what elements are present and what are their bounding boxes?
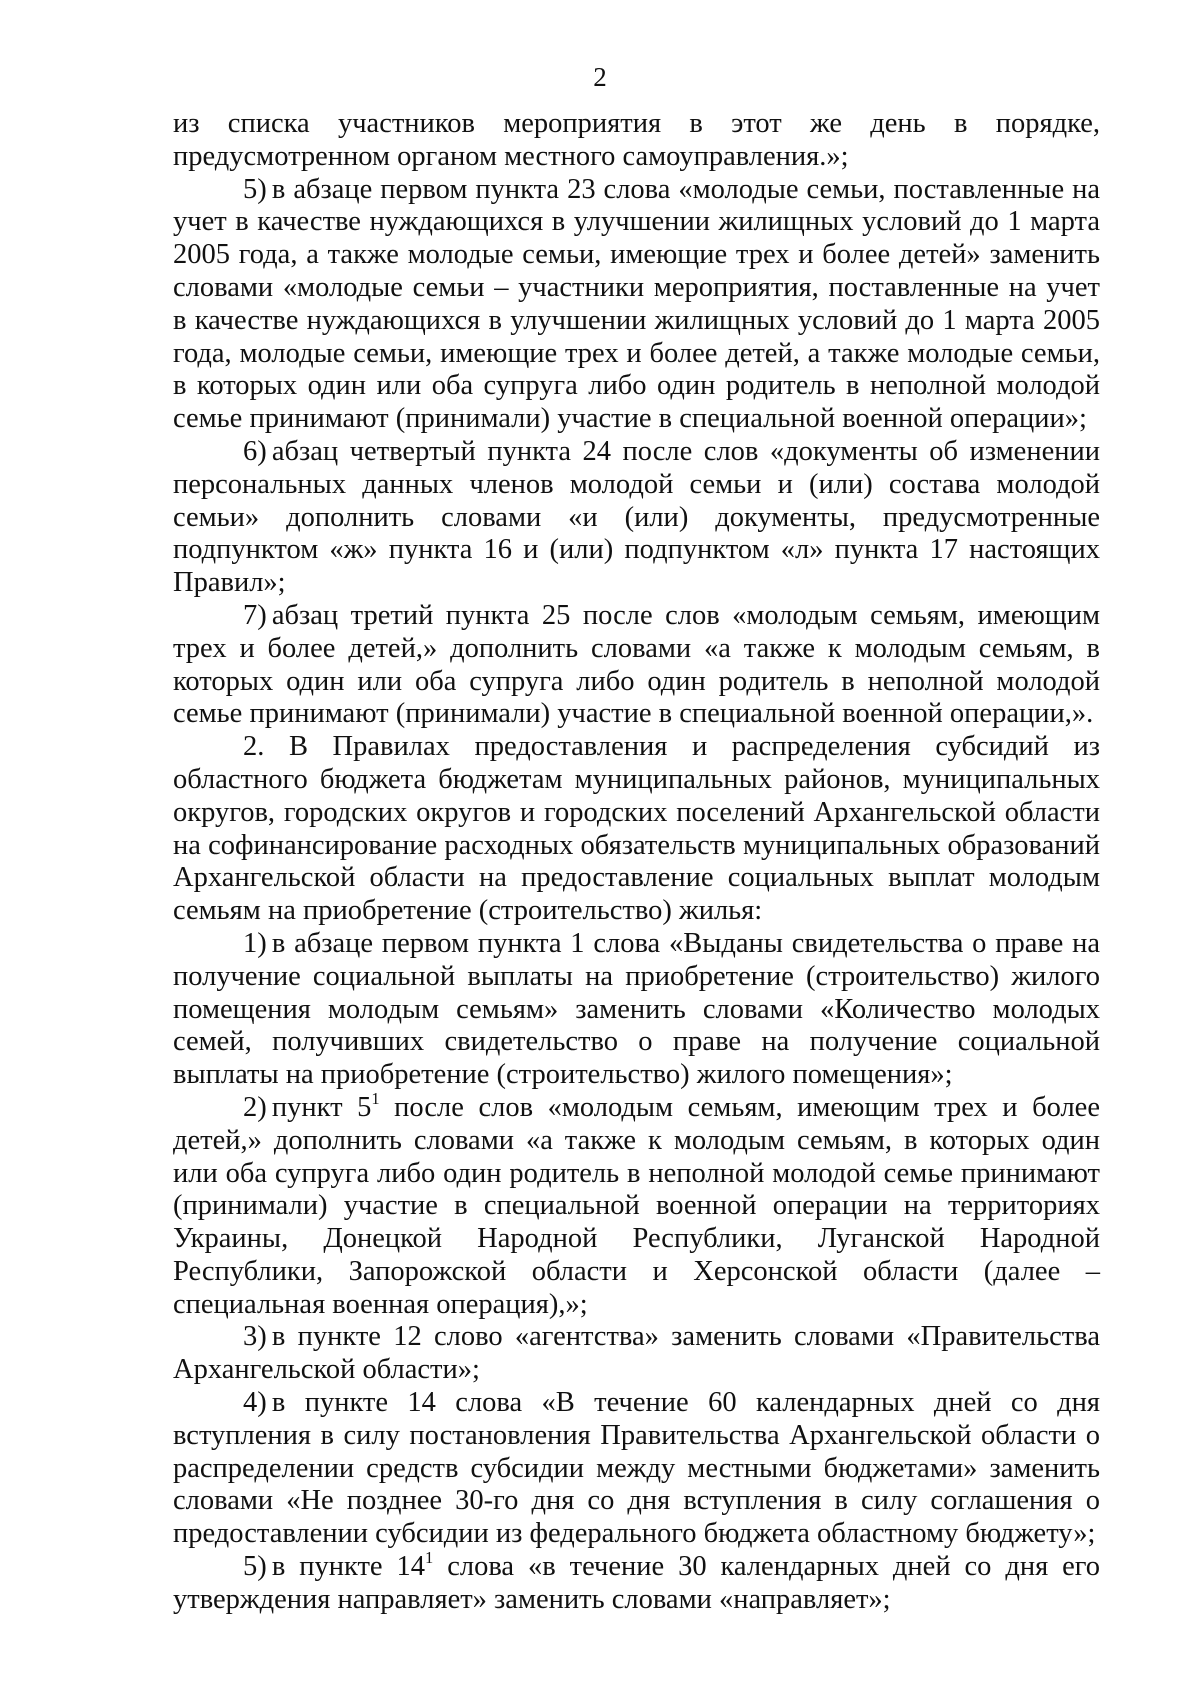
- page-number: 2: [593, 62, 607, 92]
- paragraph-text-start: пункт 5: [271, 1091, 372, 1123]
- paragraph-item-3: [173, 1321, 1100, 1387]
- paragraph-text-end: после слов «молодым семьям, имеющим трех и более детей,» дополнить словами «а также к молодым семьям, в которых один или оба супруга либо один родитель в неполной молодой семье принимают (принимали) участие в специальной военной операции на территориях Украины, Донецкой Народной Республики, Луганской Народной Республики, Запорожской области и Херсонской области (далее – специальная военная операция),»;: [173, 1091, 1100, 1320]
- paragraph-item-2: [173, 1089, 1100, 1322]
- item-number: 5): [243, 1551, 267, 1583]
- document-body: [173, 108, 1100, 1617]
- item-number: 6): [243, 435, 267, 467]
- paragraph-text: в пункте 14 слова «В течение 60 календарных дней со дня вступления в силу постановления Правительства Архангельской области о распределении средств субсидии между местными бюджетами» заменить словами «Не позднее 30-го дня со дня вступления в силу соглашения о предоставлении субсидии из федерального бюджета областному бюджету»;: [173, 1387, 1100, 1550]
- item-number: 2): [243, 1091, 267, 1123]
- paragraph-text: абзац четвертый пункта 24 после слов «документы об изменении персональных данных членов молодой семьи и (или) состава молодой семьи» дополнить словами «и (или) документы, предусмотренные подпунктом «ж» пункта 16 и (или) подпунктом «л» пункта 17 настоящих Правил»;: [173, 435, 1100, 599]
- paragraph-text: абзац третий пункта 25 после слов «молодым семьям, имеющим трех и более детей,» дополнить словами «а также к молодым семьям, в которых один или оба супруга либо один родитель в неполной молодой семье принимают (принимали) участие в специальной военной операции,».: [173, 599, 1100, 730]
- item-number: 5): [243, 173, 267, 205]
- item-number: 4): [243, 1387, 267, 1419]
- paragraph-text: 2. В Правилах предоставления и распределения субсидий из областного бюджета бюджетам муниципальных районов, муниципальных округов, городских округов и городских поселений Архангельской области на софинансирование расходных обязательств муниципальных образований Архангельской области на предоставление социальных выплат молодым семьям на приобретение (строительство) жилья:: [173, 731, 1100, 927]
- paragraph-item-7: [173, 600, 1100, 731]
- superscript: 1: [371, 1089, 380, 1109]
- paragraph-text: из списка участников мероприятия в этот же день в порядке, предусмотренном органом местного самоуправления.»;: [173, 108, 1100, 172]
- item-number: 7): [243, 599, 267, 631]
- paragraph-item-5: [173, 174, 1100, 436]
- paragraph-item-6: [173, 436, 1100, 600]
- paragraph-text-end: слова «в течение 30 календарных дней со дня его утверждения направляет» заменить словами «направляет»;: [173, 1551, 1100, 1615]
- paragraph-text: в абзаце первом пункта 23 слова «молодые семьи, поставленные на учет в качестве нуждающихся в улучшении жилищных условий до 1 марта 2005 года, а также молодые семьи, имеющие трех и более детей» заменить словами «молодые семьи – участники мероприятия, поставленные на учет в качестве нуждающихся в улучшении жилищных условий до 1 марта 2005 года, молодые семьи, имеющие трех и более детей, а также молодые семьи, в которых один или оба супруга либо один родитель в неполной молодой семье принимают (принимали) участие в специальной военной операции»;: [173, 173, 1100, 435]
- item-number: 3): [243, 1321, 267, 1353]
- paragraph-section-2: [173, 731, 1100, 928]
- paragraph-item-5b: [173, 1548, 1100, 1617]
- paragraph-text: в абзаце первом пункта 1 слова «Выданы свидетельства о праве на получение социальной выплаты на приобретение (строительство) жилого помещения молодым семьям» заменить словами «Количество молодых семей, получивших свидетельство о праве на получение социальной выплаты на приобретение (строительство) жилого помещения»;: [173, 927, 1100, 1091]
- paragraph-item-4: [173, 1387, 1100, 1551]
- item-number: 1): [243, 927, 267, 959]
- superscript: 1: [425, 1548, 434, 1568]
- paragraph-continuation: [173, 108, 1100, 174]
- paragraph-text: в пункте 12 слово «агентства» заменить словами «Правительства Архангельской области»;: [173, 1321, 1100, 1386]
- paragraph-text-start: в пункте 14: [271, 1551, 426, 1583]
- paragraph-item-1: [173, 928, 1100, 1092]
